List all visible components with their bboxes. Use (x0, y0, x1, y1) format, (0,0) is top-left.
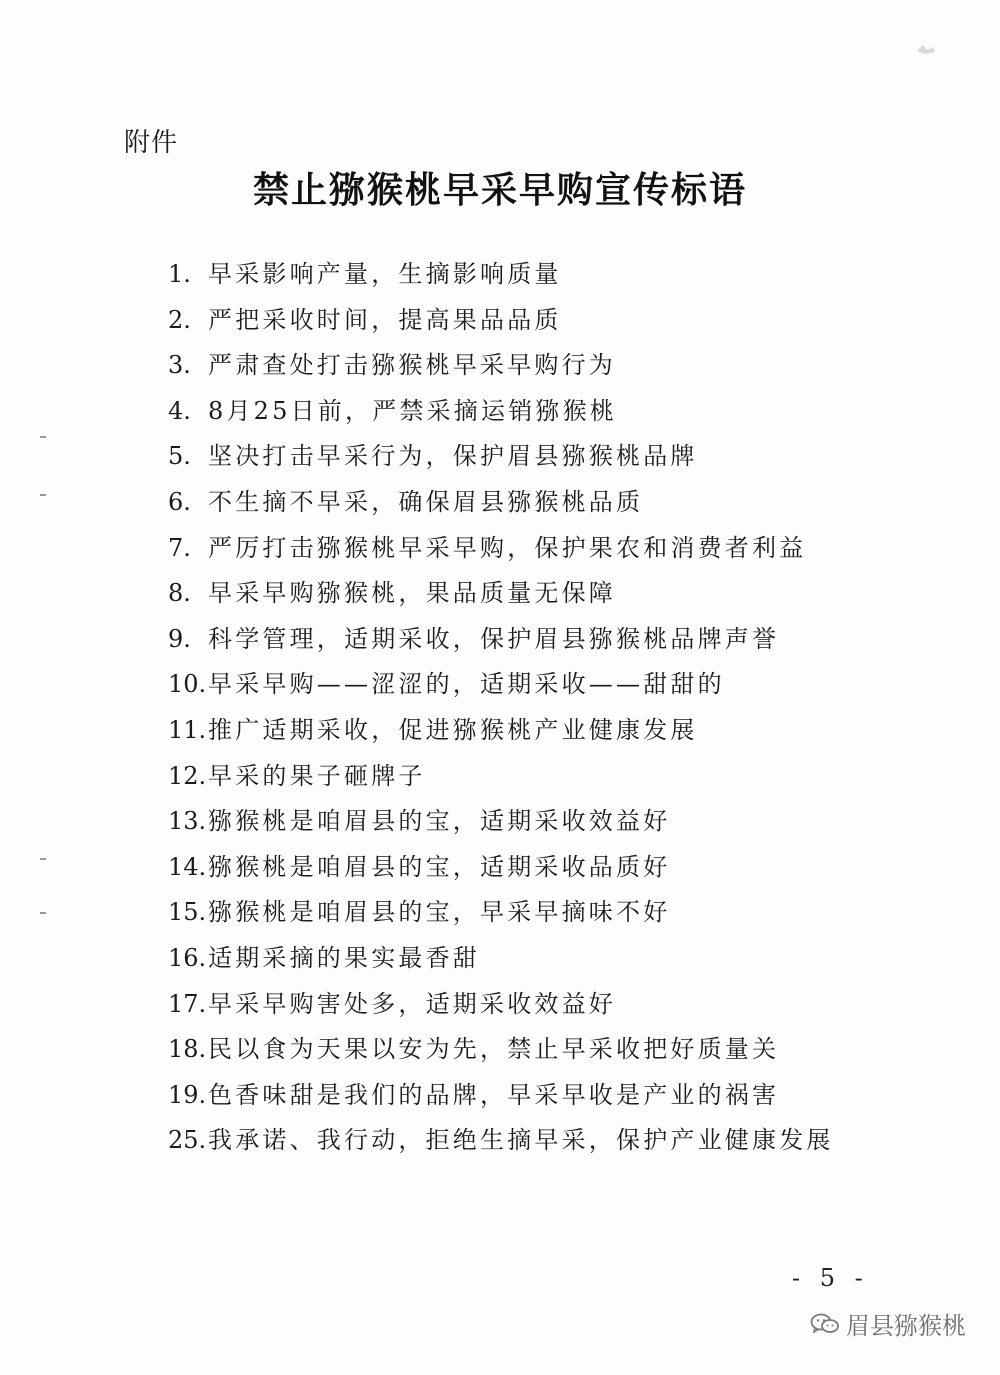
watermark (810, 1306, 966, 1341)
slogan-text: 严把采收时间，提高果品品质 (208, 305, 562, 334)
slogan-number: 10. (168, 670, 207, 699)
slogan-item (168, 298, 834, 344)
slogan-number: 9. (168, 624, 191, 653)
slogan-item (168, 708, 834, 754)
slogan-item (168, 434, 834, 480)
scan-mark (40, 494, 46, 496)
slogan-item (168, 1118, 834, 1164)
slogan-item (168, 1027, 834, 1073)
page-number: - 5 - (792, 1264, 869, 1292)
slogan-number: 8. (168, 579, 191, 608)
attachment-label: 附件 (124, 128, 179, 158)
slogan-item (168, 845, 834, 891)
slogan-item (168, 617, 834, 663)
slogan-item (168, 936, 834, 982)
slogan-item (168, 252, 834, 298)
slogan-text: 严肃查处打击猕猴桃早采早购行为 (208, 351, 616, 380)
slogan-number: 25. (168, 1126, 207, 1155)
slogan-item (168, 662, 834, 708)
slogan-item (168, 526, 834, 572)
slogan-text: 适期采摘的果实最香甜 (208, 943, 480, 972)
slogan-number: 7. (168, 533, 191, 562)
slogan-number: 4. (168, 396, 191, 425)
slogan-text: 猕猴桃是咱眉县的宝，适期采收效益好 (208, 807, 671, 836)
slogan-number: 18. (168, 1035, 207, 1064)
slogan-text: 坚决打击早采行为，保护眉县猕猴桃品牌 (208, 442, 698, 471)
slogan-number: 12. (168, 761, 207, 790)
slogan-text: 不生摘不早采，确保眉县猕猴桃品质 (208, 487, 644, 516)
slogan-text: 早采早购——涩涩的，适期采收——甜甜的 (208, 670, 725, 699)
slogan-item (168, 982, 834, 1028)
slogan-list (168, 252, 834, 1164)
slogan-number: 2. (168, 305, 191, 334)
slogan-item (168, 754, 834, 800)
scan-mark (40, 436, 46, 438)
slogan-number: 16. (168, 943, 207, 972)
document-title: 禁止猕猴桃早采早购宣传标语 (252, 169, 747, 211)
slogan-item (168, 890, 834, 936)
slogan-number: 11. (168, 715, 207, 744)
slogan-item (168, 799, 834, 845)
slogan-text: 色香味甜是我们的品牌，早采早收是产业的祸害 (208, 1080, 780, 1109)
slogan-text: 早采的果子砸牌子 (208, 761, 426, 790)
wechat-icon (810, 1312, 840, 1336)
slogan-item (168, 480, 834, 526)
slogan-number: 17. (168, 989, 207, 1018)
slogan-item (168, 1073, 834, 1119)
scan-mark (40, 858, 46, 860)
slogan-text: 严厉打击猕猴桃早采早购，保护果农和消费者利益 (208, 533, 807, 562)
scan-speck (915, 42, 937, 56)
slogan-text: 猕猴桃是咱眉县的宝，适期采收品质好 (208, 852, 671, 881)
watermark-text: 眉县猕猴桃 (846, 1312, 966, 1340)
slogan-number: 1. (168, 260, 191, 288)
scan-mark (40, 912, 46, 914)
slogan-text: 推广适期采收，促进猕猴桃产业健康发展 (208, 715, 698, 744)
slogan-number: 13. (168, 807, 207, 836)
slogan-item (168, 571, 834, 617)
slogan-number: 5. (168, 442, 191, 471)
slogan-item (168, 343, 834, 389)
slogan-text: 早采早购猕猴桃，果品质量无保障 (208, 579, 616, 608)
slogan-text: 早采早购害处多，适期采收效益好 (208, 989, 616, 1018)
slogan-number: 15. (168, 898, 207, 927)
slogan-number: 3. (168, 351, 191, 380)
slogan-number: 14. (168, 852, 207, 881)
slogan-item (168, 389, 834, 435)
slogan-text: 民以食为天果以安为先，禁止早采收把好质量关 (208, 1035, 780, 1064)
slogan-number: 19. (168, 1080, 207, 1109)
slogan-text: 早采影响产量，生摘影响质量 (208, 260, 562, 288)
slogan-number: 6. (168, 487, 191, 516)
slogan-text: 猕猴桃是咱眉县的宝，早采早摘味不好 (208, 898, 671, 927)
slogan-text: 我承诺、我行动，拒绝生摘早采，保护产业健康发展 (208, 1126, 834, 1155)
slogan-text: 8月25日前，严禁采摘运销猕猴桃 (208, 396, 618, 425)
slogan-text: 科学管理，适期采收，保护眉县猕猴桃品牌声誉 (208, 624, 780, 653)
